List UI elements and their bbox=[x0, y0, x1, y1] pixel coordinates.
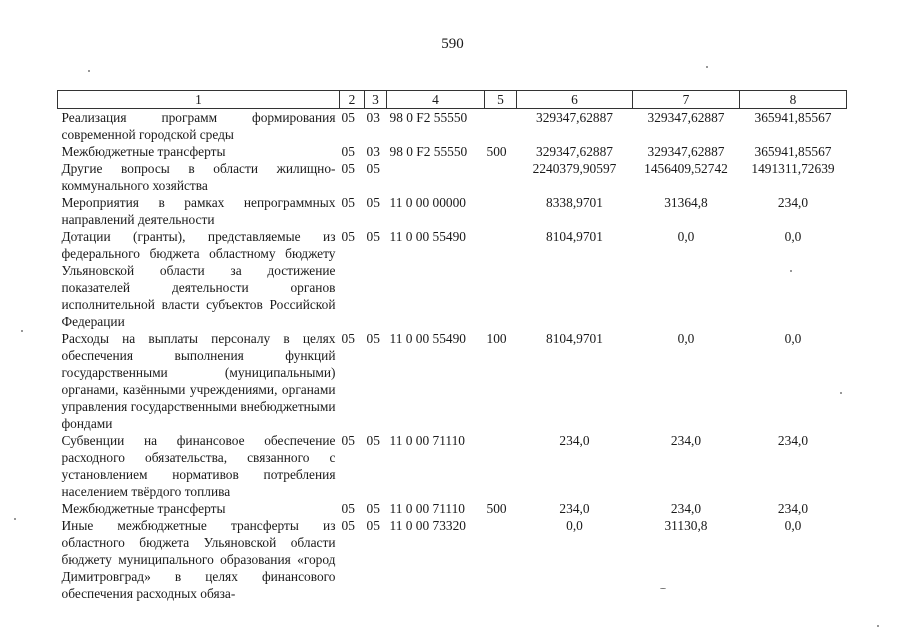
amount-col8: 0,0 bbox=[784, 331, 802, 346]
section-code: 05 bbox=[341, 501, 355, 516]
section-code: 05 bbox=[341, 110, 355, 125]
target-code: 11 0 00 71110 bbox=[389, 433, 466, 448]
target-code: 98 0 F2 55550 bbox=[389, 110, 468, 125]
row-name: Иные межбюджетные трансферты из областного бюджета Ульяновской области бюджету муниципального образования «город Димитровград» в целях финансового обеспечения расходных обяза- bbox=[61, 518, 336, 601]
table-row bbox=[58, 228, 847, 330]
scan-speck bbox=[877, 625, 879, 627]
target-code bbox=[387, 160, 485, 194]
subsection-code: 05 bbox=[366, 518, 380, 533]
amount-col6: 234,0 bbox=[559, 501, 590, 516]
scan-speck bbox=[21, 330, 23, 332]
amount-col6: 0,0 bbox=[566, 518, 583, 533]
target-code: 11 0 00 55490 bbox=[389, 229, 466, 244]
amount-col8: 365941,85567 bbox=[754, 144, 832, 159]
column-header: 8 bbox=[740, 91, 847, 109]
section-code: 05 bbox=[341, 229, 355, 244]
subsection-code: 05 bbox=[366, 195, 380, 210]
column-header: 1 bbox=[58, 91, 340, 109]
subsection-code: 05 bbox=[366, 229, 380, 244]
scan-speck bbox=[660, 588, 666, 589]
row-name: Реализация программ формирования современной городской среды bbox=[61, 110, 336, 142]
amount-col7: 329347,62887 bbox=[647, 110, 725, 125]
amount-col6: 2240379,90597 bbox=[532, 161, 617, 176]
amount-col8: 365941,85567 bbox=[754, 110, 832, 125]
amount-col7: 234,0 bbox=[670, 433, 702, 448]
target-code: 11 0 00 73320 bbox=[389, 518, 466, 533]
amount-col7: 0,0 bbox=[677, 229, 695, 244]
row-name: Субвенции на финансовое обеспечение расходного обязательства, связанного с установлением нормативов потребления населением твёрдого топлива bbox=[61, 433, 336, 499]
amount-col8: 1491311,72639 bbox=[751, 161, 835, 176]
section-code: 05 bbox=[341, 195, 355, 210]
amount-col8: 234,0 bbox=[777, 501, 809, 516]
target-code: 11 0 00 71110 bbox=[389, 501, 466, 516]
subsection-code: 05 bbox=[366, 161, 380, 176]
row-name: Расходы на выплаты персоналу в целях обеспечения выполнения функций государственными (муниципальными) органами, казёнными учреждениями, органами управления государственными внебюджетными фондами bbox=[61, 331, 336, 431]
table-row bbox=[58, 109, 847, 144]
row-name: Дотации (гранты), представляемые из федерального бюджета областному бюджету Ульяновской области за достижение показателей деятельности органов исполнительной власти субъектов Российской Федерации bbox=[61, 229, 336, 329]
expense-type-code bbox=[485, 228, 517, 330]
amount-col6: 8104,9701 bbox=[546, 331, 603, 346]
amount-col6: 8104,9701 bbox=[546, 229, 603, 244]
amount-col7: 0,0 bbox=[677, 331, 695, 346]
table-row bbox=[58, 517, 847, 602]
section-code: 05 bbox=[341, 144, 355, 159]
expense-type-code bbox=[485, 160, 517, 194]
column-header: 6 bbox=[517, 91, 633, 109]
column-header: 4 bbox=[387, 91, 485, 109]
amount-col7: 31364,8 bbox=[664, 195, 708, 210]
amount-col7: 1456409,52742 bbox=[644, 161, 728, 176]
amount-col8: 0,0 bbox=[784, 518, 802, 533]
target-code: 11 0 00 00000 bbox=[389, 195, 466, 210]
target-code: 11 0 00 55490 bbox=[389, 331, 466, 346]
row-name: Мероприятия в рамках непрограммных направлений деятельности bbox=[61, 195, 336, 227]
table-row bbox=[58, 500, 847, 517]
section-code: 05 bbox=[341, 161, 355, 176]
expense-type-code bbox=[485, 432, 517, 500]
amount-col6: 329347,62887 bbox=[536, 144, 613, 159]
amount-col6: 234,0 bbox=[559, 433, 590, 448]
column-header: 5 bbox=[485, 91, 517, 109]
amount-col7: 234,0 bbox=[670, 501, 702, 516]
column-header: 3 bbox=[365, 91, 387, 109]
target-code: 98 0 F2 55550 bbox=[389, 144, 468, 159]
amount-col8: 234,0 bbox=[777, 195, 809, 210]
amount-col8: 0,0 bbox=[784, 229, 802, 244]
column-header: 7 bbox=[633, 91, 740, 109]
budget-table bbox=[57, 90, 847, 602]
amount-col6: 8338,9701 bbox=[546, 195, 603, 210]
expense-type-code bbox=[485, 517, 517, 602]
row-name: Межбюджетные трансферты bbox=[61, 501, 226, 516]
scan-speck bbox=[88, 70, 90, 72]
expense-type-code: 100 bbox=[486, 331, 507, 346]
subsection-code: 03 bbox=[366, 110, 380, 125]
table-row bbox=[58, 330, 847, 432]
subsection-code: 03 bbox=[366, 144, 380, 159]
column-header: 2 bbox=[340, 91, 365, 109]
expense-type-code bbox=[485, 109, 517, 144]
expense-type-code: 500 bbox=[486, 144, 507, 159]
amount-col8: 234,0 bbox=[777, 433, 809, 448]
amount-col7: 329347,62887 bbox=[647, 144, 725, 159]
page-number: 590 bbox=[441, 36, 464, 52]
table-row bbox=[58, 194, 847, 228]
row-name: Другие вопросы в области жилищно-коммунального хозяйства bbox=[61, 161, 336, 193]
scan-speck bbox=[706, 66, 708, 68]
amount-col6: 329347,62887 bbox=[536, 110, 613, 125]
table-row bbox=[58, 143, 847, 160]
amount-col7: 31130,8 bbox=[664, 518, 708, 533]
expense-type-code: 500 bbox=[486, 501, 507, 516]
scan-speck bbox=[790, 270, 792, 272]
section-code: 05 bbox=[341, 433, 355, 448]
subsection-code: 05 bbox=[366, 331, 380, 346]
subsection-code: 05 bbox=[366, 433, 380, 448]
section-code: 05 bbox=[341, 331, 355, 346]
table-row bbox=[58, 432, 847, 500]
scan-speck bbox=[840, 392, 842, 394]
table-row bbox=[58, 160, 847, 194]
scan-speck bbox=[14, 518, 16, 520]
subsection-code: 05 bbox=[366, 501, 380, 516]
section-code: 05 bbox=[341, 518, 355, 533]
expense-type-code bbox=[485, 194, 517, 228]
table-header-row bbox=[58, 91, 847, 109]
row-name: Межбюджетные трансферты bbox=[61, 144, 226, 159]
